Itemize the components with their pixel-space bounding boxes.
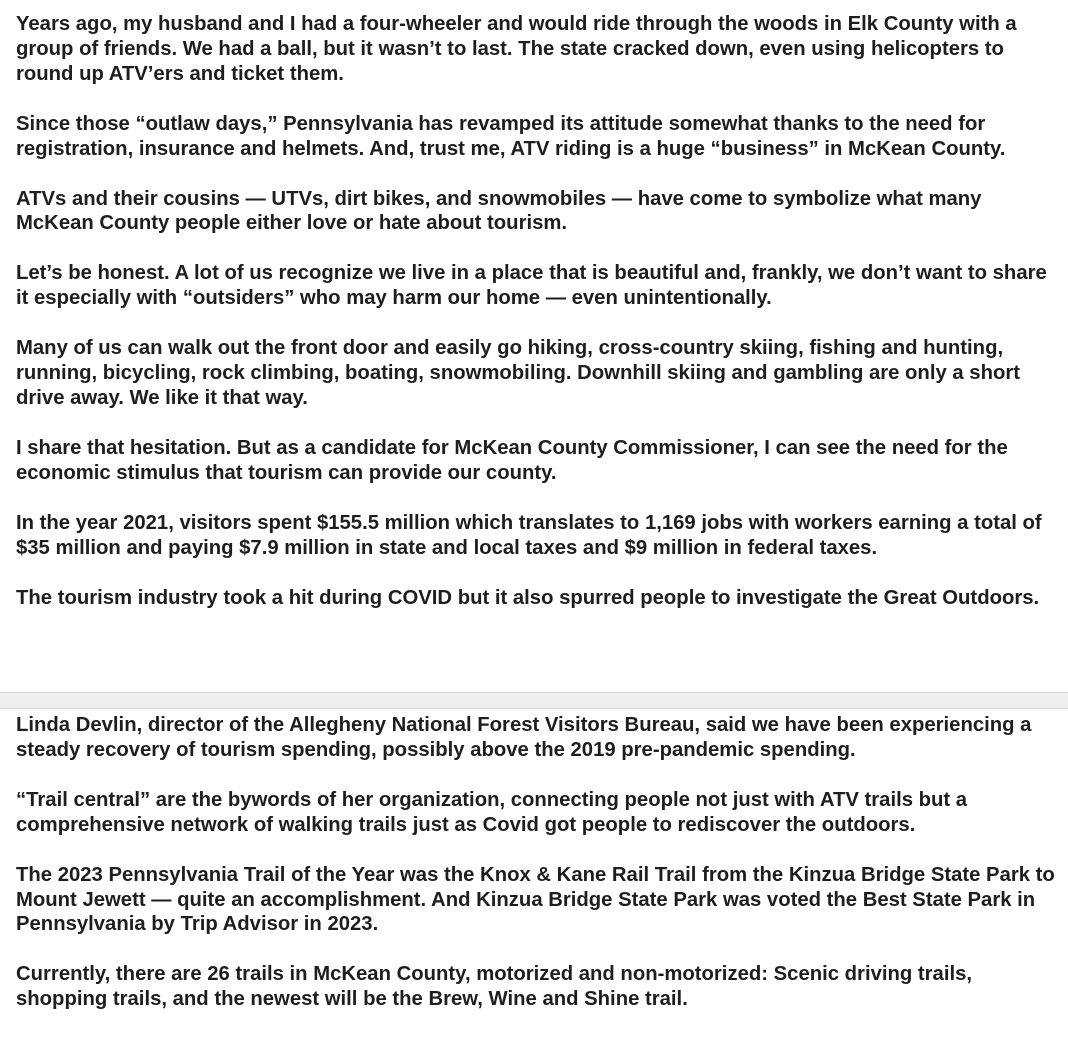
article-section-bottom: [16, 713, 1056, 1037]
paragraph-mckean-trails: Currently, there are 26 trails in McKean County, motorized and non-motorized: Scenic driving trails, shopping trails, and the newest will be the Brew, Wine and Shine trail.: [16, 963, 973, 1011]
paragraph-atv-cousins: ATVs and their cousins — UTVs, dirt bikes, and snowmobiles — have come to symbolize what many McKean County people either love or hate about tourism.: [16, 187, 982, 235]
paragraph-trail-of-year: The 2023 Pennsylvania Trail of the Year was the Knox & Kane Rail Trail from the Kinzua Bridge State Park to Mount Jewett — quite an accomplishment. And Kinzua Bridge State Park was voted the Best State Park in Pennsylvania by Trip Advisor in 2023.: [16, 863, 1055, 936]
paragraph-2021-spending: In the year 2021, visitors spent $155.5 million which translates to 1,169 jobs with workers earning a total of $35 million and paying $7.9 million in state and local taxes and $9 million in federal taxes.: [16, 511, 1042, 559]
section-divider: [0, 692, 1068, 709]
paragraph-covid-impact: The tourism industry took a hit during COVID but it also spurred people to investigate the Great Outdoors.: [16, 586, 1040, 609]
paragraph-hesitation: I share that hesitation. But as a candidate for McKean County Commissioner, I can see the need for the economic stimulus that tourism can provide our county.: [16, 436, 1008, 484]
article-section-top: [16, 12, 1056, 635]
paragraph-four-wheeler: Years ago, my husband and I had a four-wheeler and would ride through the woods in Elk County with a group of friends. We had a ball, but it wasn’t to last. The state cracked down, even using helicopters to round up ATV’ers and ticket them.: [16, 13, 1017, 85]
paragraph-outlaw-days: Since those “outlaw days,” Pennsylvania has revamped its attitude somewhat thanks to the need for registration, insurance and helmets. And, trust me, ATV riding is a huge “business” in McKean County.: [16, 112, 1006, 160]
paragraph-linda-devlin: Linda Devlin, director of the Allegheny National Forest Visitors Bureau, said we have been experiencing a steady recovery of tourism spending, possibly above the 2019 pre-pandemic spending.: [16, 714, 1032, 761]
paragraph-outdoor-activities: Many of us can walk out the front door and easily go hiking, cross-country skiing, fishing and hunting, running, bicycling, rock climbing, boating, snowmobiling. Downhill skiing and gambling are only a short drive away. We like it that way.: [16, 337, 1020, 409]
paragraph-be-honest: Let’s be honest. A lot of us recognize we live in a place that is beautiful and, frankly, we don’t want to share it especially with “outsiders” who may harm our home — even unintentionally.: [16, 262, 1047, 310]
paragraph-trail-central: “Trail central” are the bywords of her organization, connecting people not just with ATV trails but a comprehensive network of walking trails just as Covid got people to rediscover the outdoors.: [16, 788, 968, 836]
